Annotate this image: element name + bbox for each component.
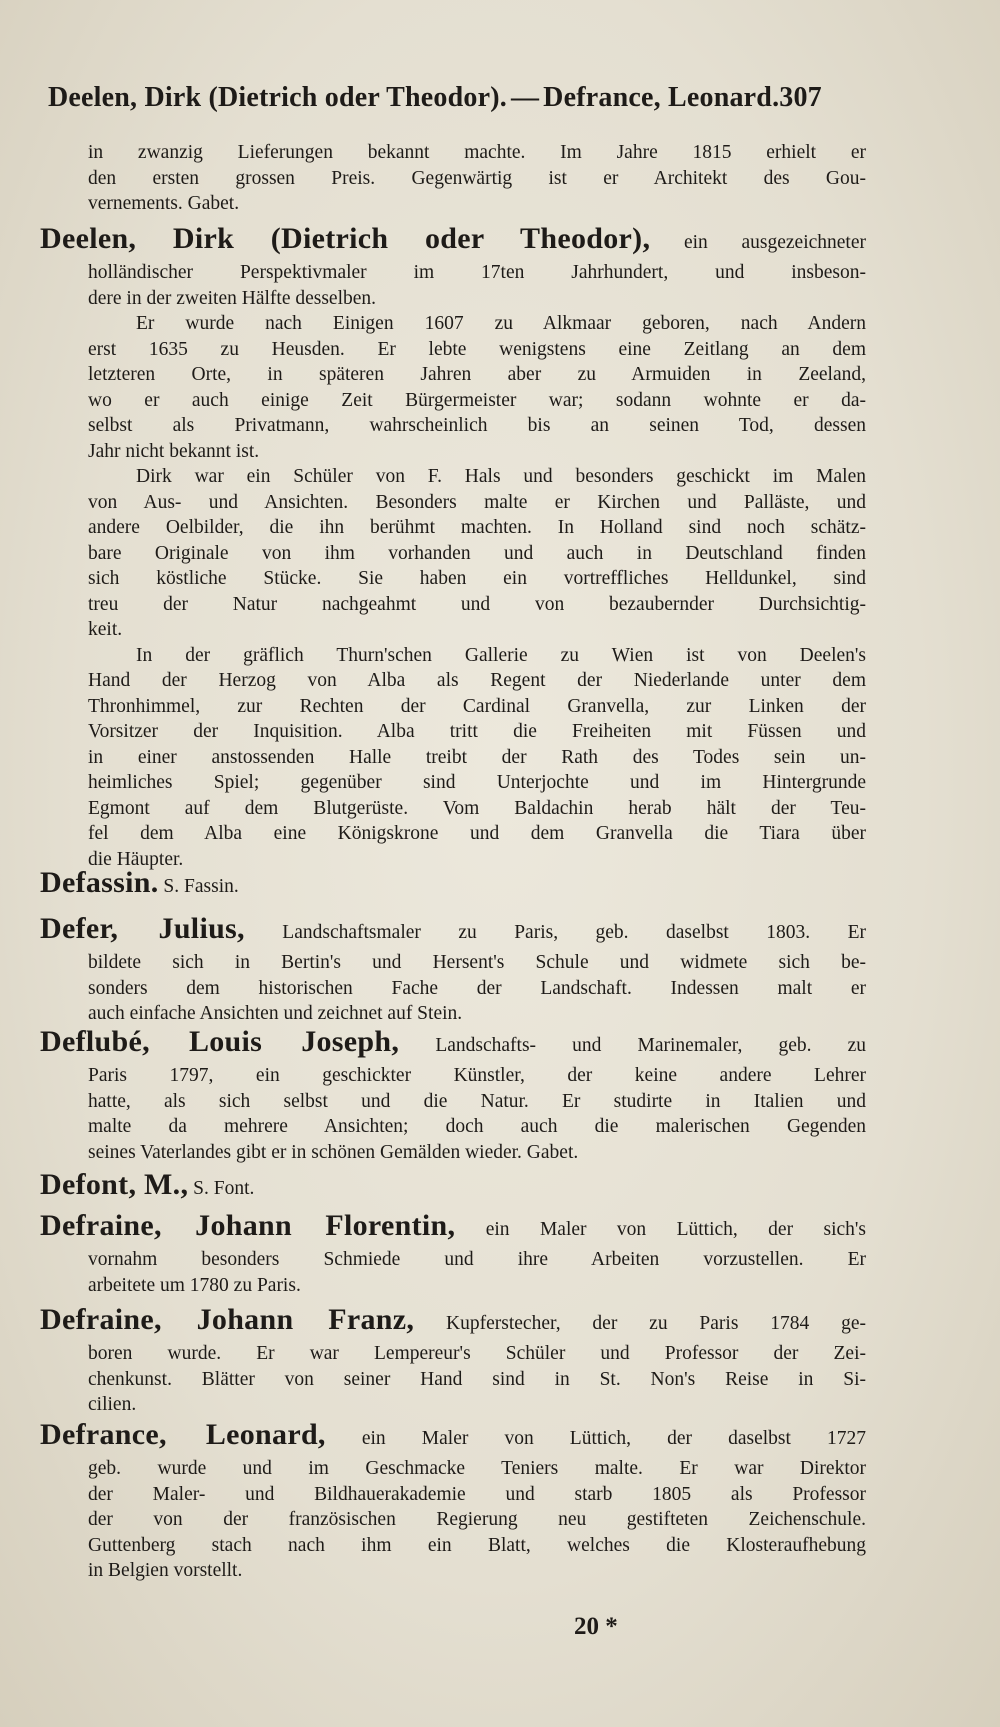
entry-line: malte da mehrere Ansichten; doch auch die malerischen Gegenden <box>88 1116 866 1137</box>
entry-defassin <box>40 866 866 904</box>
entry-line: treu der Natur nachgeahmt und von bezaubernder Durchsichtig- <box>88 593 866 615</box>
entry-defrance <box>40 1418 866 1584</box>
entry-line: bildete sich in Bertin's und Hersent's Schule und widmete sich be- <box>88 952 866 973</box>
continuation-line: in zwanzig Lieferungen bekannt machte. Im Jahre 1815 erhielt er <box>88 142 866 163</box>
entry-first-line: ein Maler von Lüttich, der daselbst 1727 <box>361 1428 867 1449</box>
entry-line: fel dem Alba eine Königskrone und dem Granvella die Tiara über <box>88 823 866 844</box>
page-number: 307 <box>779 82 822 113</box>
entry-line: keit. <box>88 619 123 640</box>
entry-first-line: Landschafts- und Marinemaler, geb. zu <box>435 1035 867 1056</box>
entry-line: cilien. <box>88 1394 137 1415</box>
entry-line: von Aus- und Ansichten. Besonders malte er Kirchen und Palläste, und <box>88 491 866 513</box>
entry-first-line: Kupferstecher, der zu Paris 1784 ge- <box>446 1313 867 1334</box>
entry-line: seines Vaterlandes gibt er in schönen Gemälden wieder. Gabet. <box>88 1141 579 1163</box>
entry-line: Guttenberg stach nach ihm ein Blatt, welches die Klosteraufhebung <box>88 1534 866 1556</box>
entry-line: vornahm besonders Schmiede und ihre Arbeiten vorzustellen. Er <box>88 1249 866 1270</box>
entry-first-line: ein Maler von Lüttich, der sich's <box>485 1219 867 1240</box>
entry-first-line: S. Font. <box>193 1178 255 1199</box>
entry-headword: Defraine, Johann Florentin, <box>40 1209 456 1242</box>
entry-line: Paris 1797, ein geschickter Künstler, der keine andere Lehrer <box>88 1065 866 1086</box>
entry-first-line: S. Fassin. <box>163 876 239 897</box>
entry-defer <box>40 912 866 1027</box>
entry-line: Thronhimmel, zur Rechten der Cardinal Granvella, zur Linken der <box>88 695 866 717</box>
entry-line: chenkunst. Blätter von seiner Hand sind in St. Non's Reise in Si- <box>88 1368 866 1390</box>
entry-line: auch einfache Ansichten und zeichnet auf Stein. <box>88 1003 463 1024</box>
entry-line: hatte, als sich selbst und die Natur. Er studirte in Italien und <box>88 1090 866 1112</box>
entry-line: Hand der Herzog von Alba als Regent der Niederlande unter dem <box>88 670 866 691</box>
entry-line: Egmont auf dem Blutgerüste. Vom Baldachin herab hält der Teu- <box>88 797 866 819</box>
entry-line: in Belgien vorstellt. <box>88 1560 243 1581</box>
entry-headword: Defer, Julius, <box>40 912 245 945</box>
entry-line: holländischer Perspektivmaler im 17ten Jahrhundert, und insbeson- <box>88 262 866 283</box>
entry-headword: Deflubé, Louis Joseph, <box>40 1025 400 1058</box>
entry-line: Dirk war ein Schüler von F. Hals und besonders geschickt im Malen <box>136 466 866 487</box>
entry-line: In der gräflich Thurn'schen Gallerie zu Wien ist von Deelen's <box>136 644 866 666</box>
entry-line: Er wurde nach Einigen 1607 zu Alkmaar geboren, nach Andern <box>136 313 866 334</box>
signature-mark: 20 * <box>574 1613 618 1640</box>
running-head <box>48 82 878 114</box>
entry-line: Vorsitzer der Inquisition. Alba tritt die Freiheiten mit Füssen und <box>88 721 866 742</box>
entry-line: der von der französischen Regierung neu gestifteten Zeichenschule. <box>88 1509 866 1530</box>
entry-headword: Deelen, Dirk (Dietrich oder Theodor), <box>40 222 651 255</box>
entry-line: boren wurde. Er war Lempereur's Schüler und Professor der Zei- <box>88 1343 866 1364</box>
entry-line: bare Originale von ihm vorhanden und auch in Deutschland finden <box>88 542 866 564</box>
entry-headword: Defassin. <box>40 866 159 899</box>
running-head-left: Deelen, Dirk (Dietrich oder Theodor). <box>48 82 507 113</box>
running-head-separator: — <box>510 82 540 113</box>
entry-line: sich köstliche Stücke. Sie haben ein vortreffliches Helldunkel, sind <box>88 568 866 589</box>
entry-line: in einer anstossenden Halle treibt der Rath des Todes sein un- <box>88 746 866 768</box>
entry-line: letzteren Orte, in späteren Jahren aber zu Armuiden in Zeeland, <box>88 364 866 385</box>
entry-headword: Defont, M., <box>40 1168 189 1201</box>
entry-deflube <box>40 1025 866 1165</box>
continuation-line: den ersten grossen Preis. Gegenwärtig ist er Architekt des Gou- <box>88 167 866 189</box>
continuation-text <box>40 140 866 217</box>
entry-line: selbst als Privatmann, wahrscheinlich bis an seinen Tod, dessen <box>88 415 866 436</box>
entry-line: die Häupter. <box>88 848 184 870</box>
entry-line: arbeitete um 1780 zu Paris. <box>88 1274 301 1296</box>
entry-line: erst 1635 zu Heusden. Er lebte wenigstens eine Zeitlang an dem <box>88 338 866 360</box>
entry-headword: Defraine, Johann Franz, <box>40 1303 415 1336</box>
running-head-right: Defrance, Leonard. <box>543 82 780 113</box>
entry-defraine-florentin <box>40 1209 866 1298</box>
entry-line: andere Oelbilder, die ihn berühmt machten. In Holland sind noch schätz- <box>88 517 866 538</box>
entry-line: sonders dem historischen Fache der Landschaft. Indessen malt er <box>88 977 866 999</box>
continuation-line: vernements. Gabet. <box>88 193 240 214</box>
entry-line: Jahr nicht bekannt ist. <box>88 440 260 462</box>
entry-first-line: Landschaftsmaler zu Paris, geb. daselbst 1803. Er <box>282 922 866 943</box>
entry-line: wo er auch einige Zeit Bürgermeister war; sodann wohnte er da- <box>88 389 866 411</box>
entry-deelen <box>40 222 866 872</box>
entry-headword: Defrance, Leonard, <box>40 1418 326 1451</box>
entry-defont <box>40 1168 866 1206</box>
entry-line: dere in der zweiten Hälfte desselben. <box>88 287 377 309</box>
entry-first-line: ein ausgezeichneter <box>683 232 867 253</box>
entry-line: heimliches Spiel; gegenüber sind Unterjochte und im Hintergrunde <box>88 772 866 793</box>
entry-defraine-franz <box>40 1303 866 1418</box>
entry-line: der Maler- und Bildhauerakademie und starb 1805 als Professor <box>88 1483 866 1505</box>
entry-line: geb. wurde und im Geschmacke Teniers malte. Er war Direktor <box>88 1458 866 1479</box>
